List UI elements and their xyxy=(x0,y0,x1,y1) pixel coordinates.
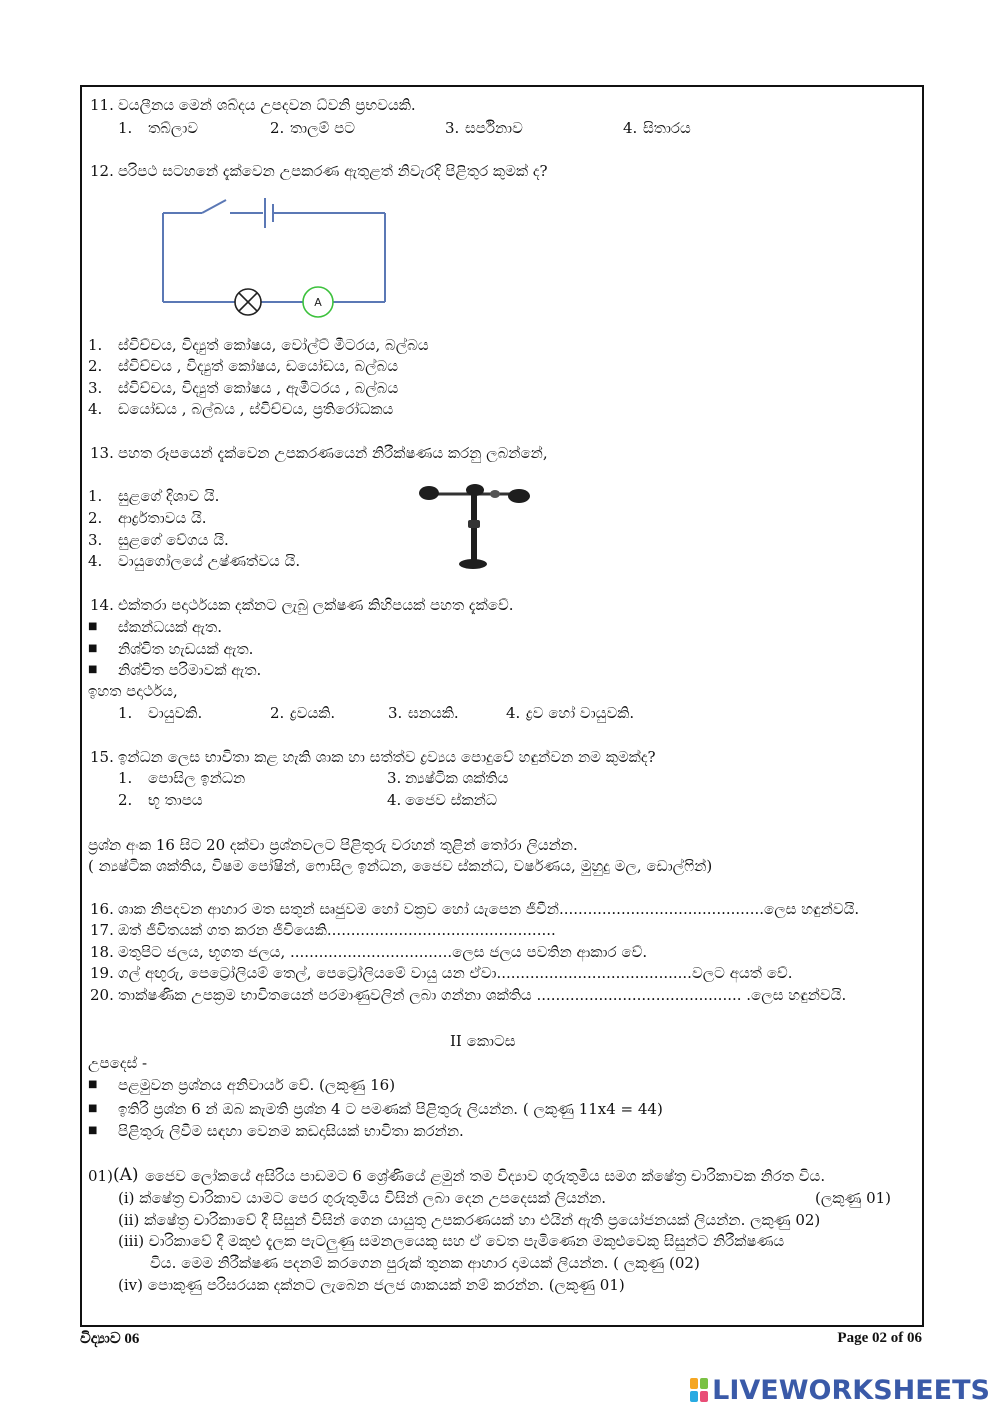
q01-sub-i: (i) ක්ෂේත්‍ර චාරිකාව යාමට පෙර ගුරුතුමිය විසින් ලබා දෙන උපදෙසක් ලියන්න. xyxy=(118,1189,607,1207)
q01-part-label: (A) xyxy=(113,1165,139,1185)
q15-option-2-text: භූ තාපය xyxy=(148,791,203,809)
anemometer-image xyxy=(415,480,535,575)
q13-option-4-number: 4. xyxy=(88,552,103,570)
q11-option-3-number: 3. xyxy=(445,119,460,137)
q15-option-1-text: පොසිල ඉන්ධන xyxy=(148,769,246,787)
part-2-title: II කොටස xyxy=(450,1032,516,1050)
instruction-1: පළමුවන ප්‍රශ්නය අනිවාර්ය වේ. (ලකුණු 16) xyxy=(118,1076,396,1094)
q13-option-2-number: 2. xyxy=(88,509,103,527)
q01-number: 01) xyxy=(88,1167,113,1185)
fill-instruction-line-1: ප්‍රශ්න අංක 16 සිට 20 දක්වා ප්‍රශ්නවලට පිළිතුරු වරහන් තුළින් තෝරා ලියන්න. xyxy=(88,836,578,854)
anemometer-base xyxy=(459,559,487,569)
q14-text: එක්තරා පදාර්ථයක දක්නට ලැබු ලක්ෂණ කිහිපයක් පහත දැක්වේ. xyxy=(118,596,514,614)
circuit-diagram xyxy=(150,190,400,320)
q11-number: 11. xyxy=(90,96,114,114)
anemometer-cup-right xyxy=(508,489,530,503)
q15-option-4-number: 4. xyxy=(387,791,402,809)
q13-option-2-text: ආර්ද්‍රතාවය යි. xyxy=(118,509,207,527)
q12-option-3-number: 3. xyxy=(88,379,103,397)
q14-option-3-text: ඝනයකි. xyxy=(408,704,459,722)
instruction-2: ඉතිරි ප්‍රශ්න 6 න් ඔබ කැමති ප්‍රශ්න 4 ට පමණක් පිළිතුරු ලියන්න. ( ලකුණු 11x4 = 44) xyxy=(118,1100,663,1118)
liveworksheets-logo-text: LIVEWORKSHEETS xyxy=(712,1374,990,1406)
q13-option-3-text: සුළගේ වේගය යි. xyxy=(118,531,229,549)
q11-option-4-text: සිතාරය xyxy=(643,119,691,137)
q14-property-2: නිශ්චිත හැඩයක් ඇත. xyxy=(118,640,254,658)
q13-option-3-number: 3. xyxy=(88,531,103,549)
q16-text: ශාක නිපදවන ආහාර මත සතුන් සෘජුවම හෝ වක්‍රව හෝ යැපෙන ජීවීන්...........................................ලෙස හඳුන්වයි. xyxy=(118,900,860,918)
q11-option-2-number: 2. xyxy=(270,119,285,137)
liveworksheets-logo-icon xyxy=(690,1378,708,1402)
bullet-icon: ■ xyxy=(88,621,98,632)
q14-prompt: ඉහත පදාර්ථය, xyxy=(88,682,178,700)
q14-number: 14. xyxy=(90,596,114,614)
ammeter-symbol xyxy=(303,287,333,317)
q14-property-3: නිශ්චිත පරිමාවක් ඇත. xyxy=(118,661,262,679)
lamp-symbol xyxy=(235,289,261,315)
q14-option-4-text: ද්‍රව හෝ වායුවකි. xyxy=(526,704,635,722)
q11-option-4-number: 4. xyxy=(623,119,638,137)
q01-sub-i-marks: (ලකුණු 01) xyxy=(815,1189,892,1207)
instruction-3: පිළිතුරු ලිවීම සඳහා වෙනම කඩදාසියක් භාවිතා කරන්න. xyxy=(118,1122,464,1140)
q15-option-4-text: ජෛව ස්කන්ධ xyxy=(405,791,497,809)
q11-option-1-text: තබ්ලාව xyxy=(148,119,199,137)
q13-option-1-number: 1. xyxy=(88,487,103,505)
anemometer-cup-left xyxy=(419,486,439,500)
footer-subject: විද්‍යාව 06 xyxy=(80,1331,140,1347)
anemometer-cup-back xyxy=(490,490,500,498)
q01-sub-ii: (ii) ක්ෂේත්‍ර චාරිකාවේ දී සිසුන් විසින් ගෙන යායුතු උපකරණයක් හා එයින් ඇති ප්‍රයෝජනයක් ලියන්න. ලකුණු 02) xyxy=(118,1211,821,1229)
q14-option-2-number: 2. xyxy=(270,704,285,722)
q13-number: 13. xyxy=(90,444,114,462)
q15-text: ඉන්ධන ලෙස භාවිතා කළ හැකි ශාක හා සත්ත්ව ද්‍රව්‍යය පොදුවේ හඳුන්වන නම කුමක්ද? xyxy=(118,748,656,766)
q01-text: ජෛව ලෝකයේ අසිරිය පාඩමට 6 ශ්‍රේණියේ ළමුන් තම විද්‍යාව ගුරුතුමිය සමග ක්ෂේත්‍ර චාරිකාවක නිරත විය. xyxy=(145,1167,826,1185)
bullet-icon: ■ xyxy=(88,1125,98,1136)
q14-option-3-number: 3. xyxy=(388,704,403,722)
q15-option-3-text: න්‍යෂ්ටික ශක්තිය xyxy=(405,769,509,787)
q12-option-3-text: ස්විච්චය, විද්‍යුත් කෝෂය , ඇමීටරය , බල්බය xyxy=(118,379,399,397)
q18-number: 18. xyxy=(90,943,114,961)
q19-text: ගල් අඟුරු, පෙට්‍රෝලියම් තෙල්, පෙට්‍රෝලියමේ වායු යන ඒවා.........................................වලට අයත් වේ. xyxy=(118,964,793,982)
q16-number: 16. xyxy=(90,900,114,918)
switch-lever xyxy=(202,200,226,213)
q15-number: 15. xyxy=(90,748,114,766)
footer-page-number: Page 02 of 06 xyxy=(837,1330,922,1346)
q14-option-1-number: 1. xyxy=(118,704,133,722)
q20-text: තාක්ෂණික උපක්‍රම භාවිතයෙන් පරමාණුවලින් ලබා ගන්නා ශක්තිය ........................................... .ලෙස හඳුන්වයි. xyxy=(118,986,847,1004)
q13-option-4-text: වායුගෝලයේ උෂ්ණත්වය යි. xyxy=(118,552,301,570)
q14-option-2-text: ද්‍රවයකි. xyxy=(290,704,336,722)
q12-number: 12. xyxy=(90,162,114,180)
q01-sub-iii-line-2: විය. මෙම නිරීක්ෂණ පදනම් කරගෙන පුරුක් තුනක ආහාර දාමයක් ලියන්න. ( ලකුණු (02) xyxy=(150,1254,700,1272)
q13-option-1-text: සුළගේ දිශාව යි. xyxy=(118,487,220,505)
q18-text: මතුපිට ජලය, භූගත ජලය, ..................................ලෙස ජලය පවතින ආකාර වේ. xyxy=(118,943,648,961)
bullet-icon: ■ xyxy=(88,1103,98,1114)
q12-option-4-text: ඩයෝඩය , බල්බය , ස්විච්චය, ප්‍රතිරෝධකය xyxy=(118,400,394,418)
bullet-icon: ■ xyxy=(88,1079,98,1090)
instructions-label: උපදෙස් - xyxy=(88,1054,148,1072)
q13-text: පහත රූපයෙන් දැක්වෙන උපකරණයෙන් නිරීක්ෂණය කරනු ලබන්නේ, xyxy=(118,444,548,462)
anemometer-collar xyxy=(468,520,480,528)
q20-number: 20. xyxy=(90,986,114,1004)
q11-option-3-text: සර්පිනාව xyxy=(465,119,523,137)
q19-number: 19. xyxy=(90,964,114,982)
q15-option-1-number: 1. xyxy=(118,769,133,787)
q14-option-4-number: 4. xyxy=(506,704,521,722)
q14-option-1-text: වායුවකි. xyxy=(148,704,203,722)
q17-text: ඔත් ජීවිතයක් ගත කරන ජීවියෙකි................................................ xyxy=(118,921,556,939)
q12-text: පරිපථ සටහනේ දැක්වෙන උපකරණ ඇතුළත් නිවැරදි පිළිතුර කුමක් ද? xyxy=(118,162,548,180)
ammeter-label: A xyxy=(314,296,322,309)
q12-option-2-text: ස්විච්චය , විද්‍යුත් කෝෂය, ඩයෝඩය, බල්බය xyxy=(118,357,399,375)
q11-option-1-number: 1. xyxy=(118,119,133,137)
fill-instruction-word-list: ( න්‍යෂ්ටික ශක්තිය, විෂම පෝෂින්, ෆොසිල ඉන්ධන, ජෛව ස්කන්ධ, වර්ෂණය, මුහුදු මල, ඩොල්ෆින්) xyxy=(88,857,713,875)
q14-property-1: ස්කන්ධයක් ඇත. xyxy=(118,618,222,636)
q15-option-3-number: 3. xyxy=(387,769,402,787)
bullet-icon: ■ xyxy=(88,664,98,675)
q12-option-1-text: ස්විච්චය, විද්‍යුත් කෝෂය, වෝල්ට් මීටරය, බල්බය xyxy=(118,336,429,354)
bullet-icon: ■ xyxy=(88,643,98,654)
q01-sub-iii-line-1: (iii) චාරිකාවේ දී මකුළු දැලක පැටලුණු සමනලයෙකු සහ ඒ වෙත පැමිණෙන මකුළුවෙකු සිසුන්ට නිරීක්ෂණය xyxy=(118,1232,785,1250)
q12-option-4-number: 4. xyxy=(88,400,103,418)
q01-sub-iv: (iv) පොකුණු පරිසරයක දක්නට ලැබෙන ජලජ ශාකයක් නම් කරන්න. (ලකුණු 01) xyxy=(118,1276,625,1294)
liveworksheets-logo xyxy=(690,1374,990,1406)
q11-text: වයලීනය මෙන් ශබ්දය උපදවන ධ්වනි ප්‍රභවයකි. xyxy=(118,96,416,114)
q12-option-2-number: 2. xyxy=(88,357,103,375)
q17-number: 17. xyxy=(90,921,114,939)
q12-option-1-number: 1. xyxy=(88,336,103,354)
q15-option-2-number: 2. xyxy=(118,791,133,809)
q11-option-2-text: තාලම් පට xyxy=(290,119,356,137)
